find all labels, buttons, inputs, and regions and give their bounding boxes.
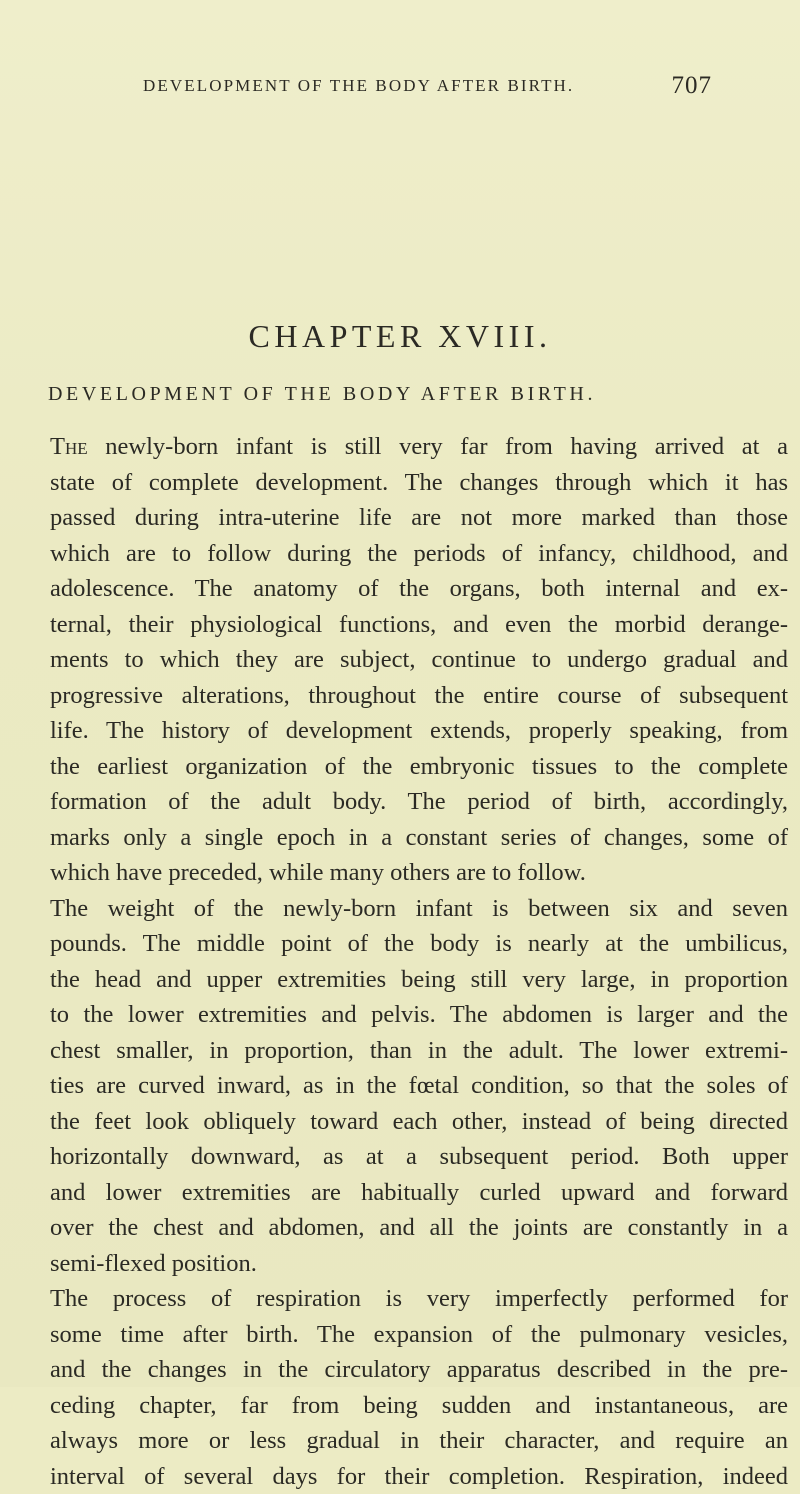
text-line: ceding chapter, far from being sudden and instantaneous, are — [50, 1388, 788, 1424]
text-line: adolescence. The anatomy of the organs, both internal and ex- — [50, 571, 788, 607]
text-line: some time after birth. The expansion of the pulmonary vesicles, — [50, 1317, 788, 1353]
text-line: The process of respiration is very imperfectly performed for — [50, 1281, 788, 1317]
text-line: over the chest and abdomen, and all the joints are constantly in a — [50, 1210, 788, 1246]
text-line: and the changes in the circulatory apparatus described in the pre- — [50, 1352, 788, 1388]
text-line: state of complete development. The changes through which it has — [50, 465, 788, 501]
text-line: the feet look obliquely toward each other, instead of being directed — [50, 1104, 788, 1140]
text-line: which are to follow during the periods of infancy, childhood, and — [50, 536, 788, 572]
chapter-subtitle: DEVELOPMENT OF THE BODY AFTER BIRTH. — [48, 383, 788, 406]
running-title: DEVELOPMENT OF THE BODY AFTER BIRTH. — [143, 76, 574, 96]
chapter-title: CHAPTER XVIII. — [0, 318, 800, 355]
text-line: to the lower extremities and pelvis. The abdomen is larger and the — [50, 997, 788, 1033]
text-line: which have preceded, while many others are to follow. — [50, 855, 788, 891]
text-line: ments to which they are subject, continue to undergo gradual and — [50, 642, 788, 678]
page-number: 707 — [672, 72, 713, 100]
text-line: ternal, their physiological functions, and even the morbid derange- — [50, 607, 788, 643]
text-line: the earliest organization of the embryonic tissues to the complete — [50, 749, 788, 785]
text-line: always more or less gradual in their character, and require an — [50, 1423, 788, 1459]
running-head — [0, 72, 800, 102]
text-line: life. The history of development extends, properly speaking, from — [50, 713, 788, 749]
text-line: The weight of the newly-born infant is between six and seven — [50, 891, 788, 927]
text-line: The newly-born infant is still very far from having arrived at a — [50, 429, 788, 465]
text-line: formation of the adult body. The period of birth, accordingly, — [50, 784, 788, 820]
text-line: horizontally downward, as at a subsequent period. Both upper — [50, 1139, 788, 1175]
text-line: passed during intra-uterine life are not more marked than those — [50, 500, 788, 536]
text-line: pounds. The middle point of the body is nearly at the umbilicus, — [50, 926, 788, 962]
body-text — [50, 429, 788, 1494]
text-line: chest smaller, in proportion, than in the adult. The lower extremi- — [50, 1033, 788, 1069]
text-line: and lower extremities are habitually curled upward and forward — [50, 1175, 788, 1211]
first-word: The — [50, 433, 88, 460]
text-line: progressive alterations, throughout the entire course of subsequent — [50, 678, 788, 714]
text-line: ties are curved inward, as in the fœtal condition, so that the soles of — [50, 1068, 788, 1104]
text-line: semi-flexed position. — [50, 1246, 788, 1282]
text-line: interval of several days for their completion. Respiration, indeed — [50, 1459, 788, 1494]
text-line: the head and upper extremities being still very large, in proportion — [50, 962, 788, 998]
text-line: marks only a single epoch in a constant series of changes, some of — [50, 820, 788, 856]
